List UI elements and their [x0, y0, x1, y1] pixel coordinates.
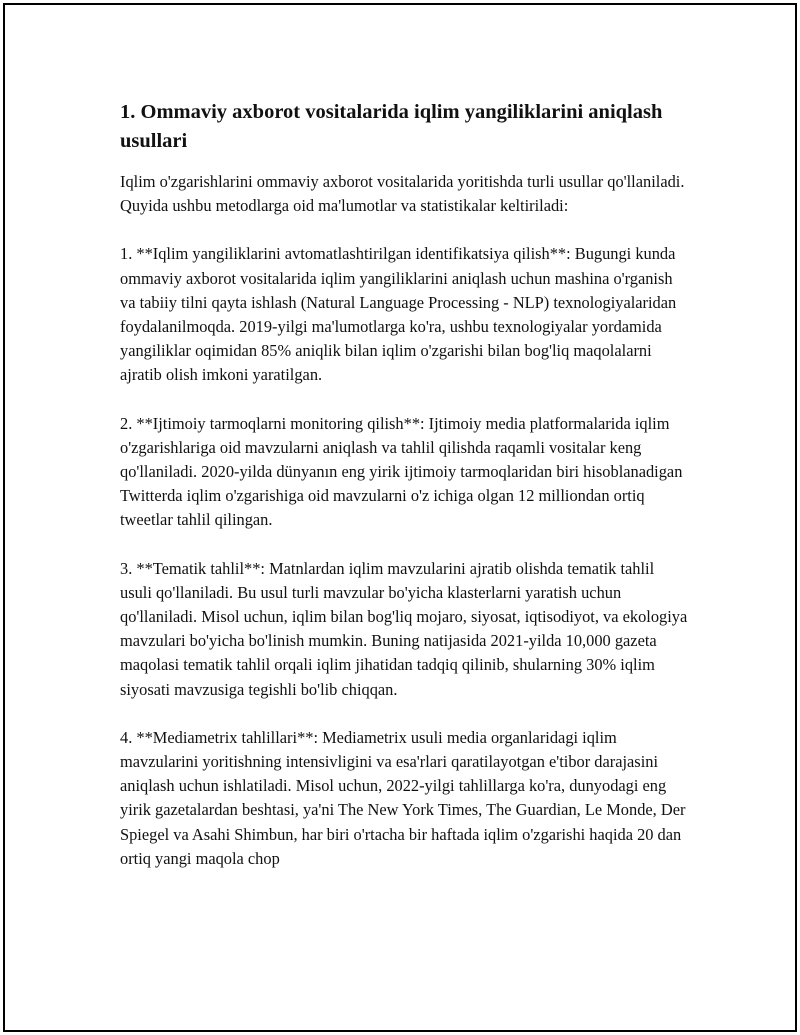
document-body	[120, 98, 690, 895]
method-paragraph-3: 3. **Tematik tahlil**: Matnlardan iqlim mavzularini ajratib olishda tematik tahlil usuli qo'llaniladi. Bu usul turli mavzular bo'yicha klasterlarni yaratish uchun qo'llaniladi. Misol uchun, iqlim bilan bog'liq mojaro, siyosat, iqtisodiyot, va ekologiya mavzulari bo'yicha bo'linish mumkin. Buning natijasida 2021-yilda 10,000 gazeta maqolasi tematik tahlil orqali iqlim jihatidan tadqiq qilinib, shularning 30% iqlim siyosati mavzusiga tegishli bo'lib chiqqan.	[120, 558, 688, 699]
section-heading: 1. Ommaviy axborot vositalarida iqlim yangiliklarini aniqlash usullari	[120, 101, 663, 152]
page-frame	[3, 3, 797, 1032]
method-paragraph-2: 2. **Ijtimoiy tarmoqlarni monitoring qilish**: Ijtimoiy media platformalarida iqlim o'zgarishlariga oid mavzularni aniqlash va tahlil qilishda raqamli vositalar keng qo'llaniladi. 2020-yilda dünyanın eng yirik ijtimoiy tarmoqlaridan biri hisoblanadigan Twitterda iqlim o'zgarishiga oid mavzularni o'z ichiga olgan 12 milliondan ortiq tweetlar tahlil qilingan.	[120, 413, 683, 530]
method-paragraph-4: 4. **Mediametrix tahlillari**: Mediametrix usuli media organlaridagi iqlim mavzularini yoritishning intensivligini va esa'rlari qaratilayotgan e'tibor darajasini aniqlash uchun ishlatiladi. Misol uchun, 2022-yilgi tahlillarga ko'ra, dunyodagi eng yirik gazetalardan beshtasi, ya'ni The New York Times, The Guardian, Le Monde, Der Spiegel va Asahi Shimbun, har biri o'rtacha bir haftada iqlim o'zgarishi haqida 20 dan ortiq yangi maqola chop	[120, 727, 686, 868]
intro-paragraph: Iqlim o'zgarishlarini ommaviy axborot vositalarida yoritishda turli usullar qo'llaniladi. Quyida ushbu metodlarga oid ma'lumotlar va statistikalar keltiriladi:	[120, 172, 685, 216]
method-paragraph-1: 1. **Iqlim yangiliklarini avtomatlashtirilgan identifikatsiya qilish**: Bugungi kunda ommaviy axborot vositalarida iqlim yangiliklarini aniqlash uchun mashina o'rganish va tabiiy tilni qayta ishlash (Natural Language Processing - NLP) texnologiyalaridan foydalanilmoqda. 2019-yilgi ma'lumotlarga ko'ra, ushbu texnologiyalar yordamida yangiliklar oqimidan 85% aniqlik bilan iqlim o'zgarishi bilan bog'liq maqolalarni ajratib olish imkoni yaratilgan.	[120, 244, 677, 385]
